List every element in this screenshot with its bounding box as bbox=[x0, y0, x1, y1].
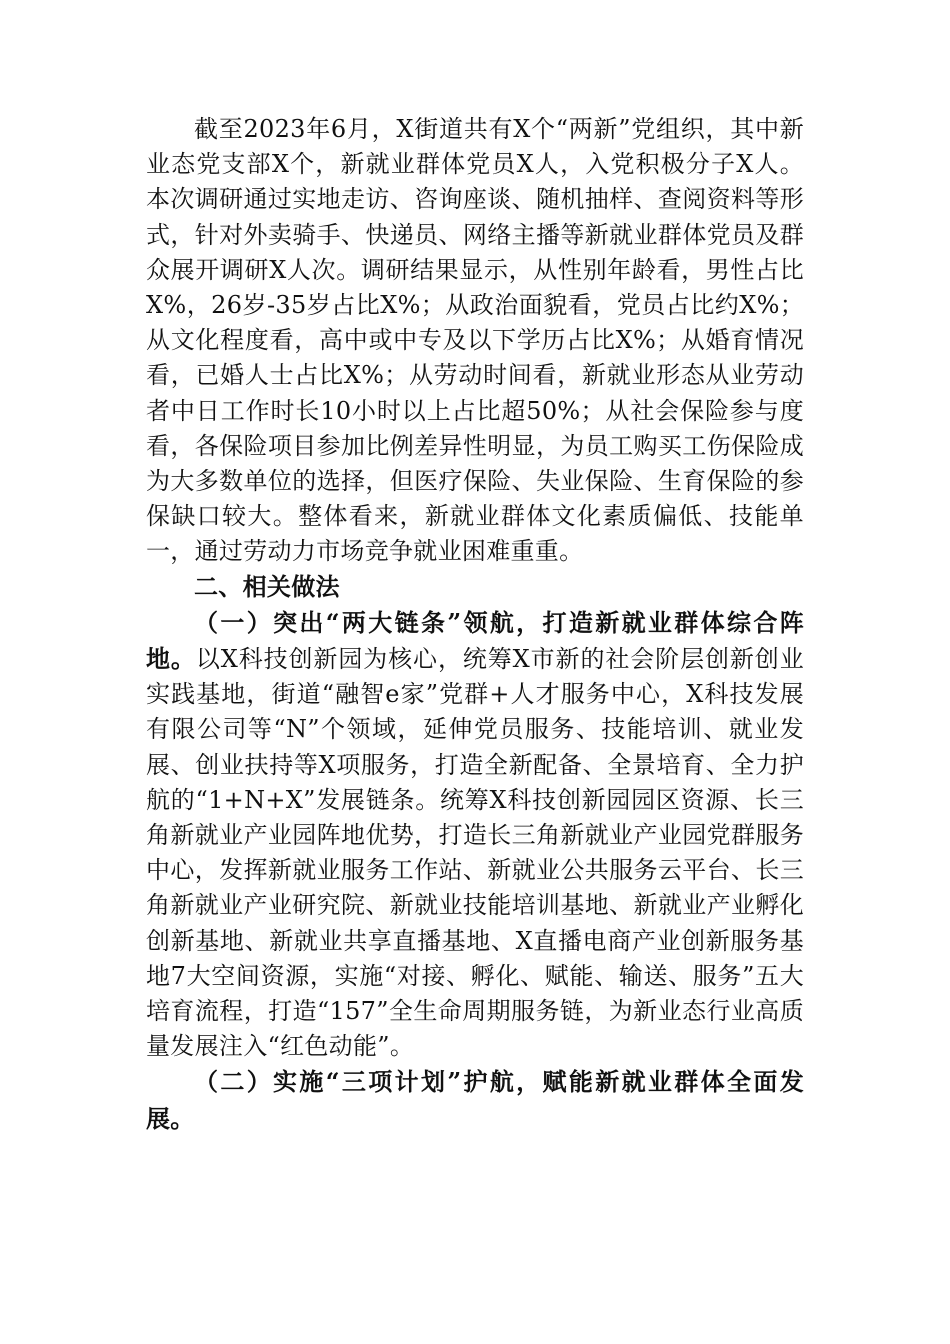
document-body bbox=[146, 112, 804, 1137]
section-heading-related-practices: 二、相关做法 bbox=[194, 572, 340, 601]
subsection-1-body: 以X科技创新园为核心，统筹X市新的社会阶层创新创业实践基地，街道“融智e家”党群+人才服务中心，X科技发展有限公司等“N”个领域，延伸党员服务、技能培训、就业发展、创业扶持等X项服务，打造全新配备、全景培育、全力护航的“1+N+X”发展链条。统筹X科技创新园园区资源、长三角新就业产业园阵地优势，打造长三角新就业产业园党群服务中心，发挥新就业服务工作站、新就业公共服务云平台、长三角新就业产业研究院、新就业技能培训基地、新就业产业孵化创新基地、新就业共享直播基地、X直播电商产业创新服务基地7大空间资源，实施“对接、孵化、赋能、输送、服务”五大培育流程，打造“157”全生命周期服务链，为新业态行业高质量发展注入“红色动能”。 bbox=[146, 645, 804, 1061]
subsection-2-paragraph bbox=[146, 1064, 804, 1136]
subsection-2-title: （二）实施“三项计划”护航，赋能新就业群体全面发展。 bbox=[146, 1067, 804, 1133]
survey-results-paragraph: 截至2023年6月，X街道共有X个“两新”党组织，其中新业态党支部X个，新就业群体党员X人，入党积极分子X人。本次调研通过实地走访、咨询座谈、随机抽样、查阅资料等形式，针对外卖骑手、快递员、网络主播等新就业群体党员及群众展开调研X人次。调研结果显示，从性别年龄看，男性占比X%，26岁-35岁占比X%；从政治面貌看，党员占比约X%；从文化程度看，高中或中专及以下学历占比X%；从婚育情况看，已婚人士占比X%；从劳动时间看，新就业形态从业劳动者中日工作时长10小时以上占比超50%；从社会保险参与度看，各保险项目参加比例差异性明显，为员工购买工伤保险成为大多数单位的选择，但医疗保险、失业保险、生育保险的参保缺口较大。整体看来，新就业群体文化素质偏低、技能单一，通过劳动力市场竞争就业困难重重。 bbox=[146, 115, 804, 566]
subsection-1-title: （一）突出“两大链条”领航，打造新就业群体综合阵地。 bbox=[146, 607, 804, 674]
subsection-1-paragraph bbox=[146, 605, 804, 1065]
